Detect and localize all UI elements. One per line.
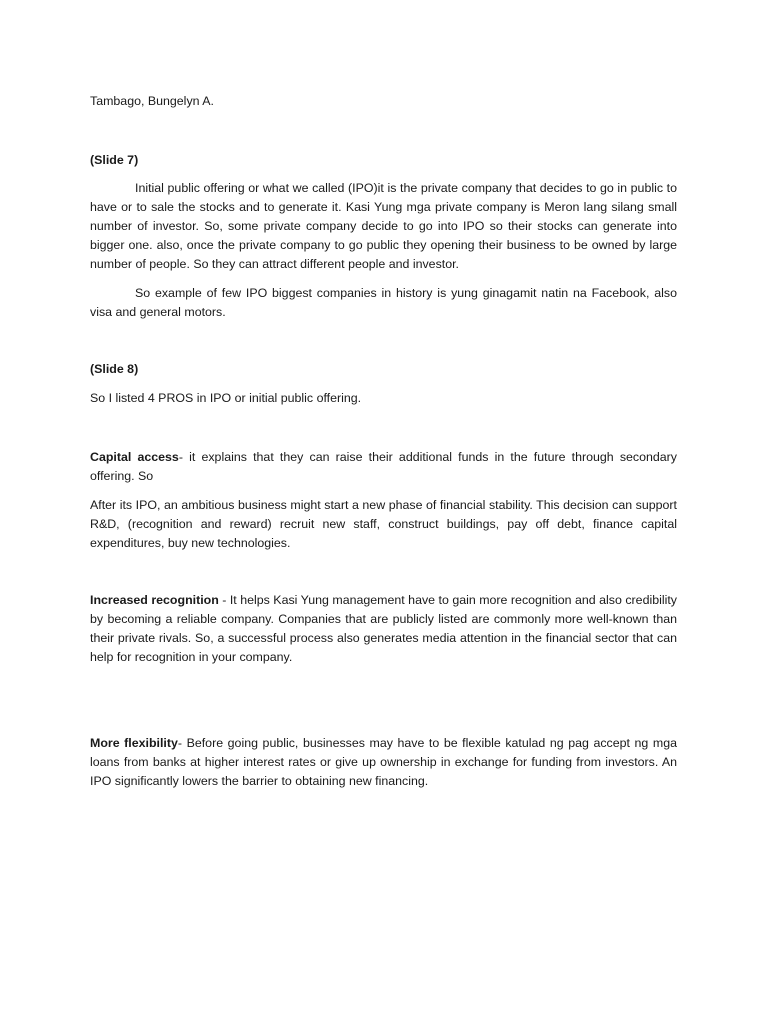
pro-increased-recognition <box>90 591 677 667</box>
slide-7-heading: (Slide 7) <box>90 153 139 167</box>
pro-text: - it explains that they can raise their additional funds in the future through secondary offering. So <box>90 450 677 483</box>
pro-more-flexibility <box>90 734 677 791</box>
slide-7-paragraph-1: Initial public offering or what we called (IPO)it is the private company that decides to go in public to have or to sale the stocks and to generate it. Kasi Yung mga private company is Meron lang silang small number of investor. So, some private company decide to go into IPO so their stocks can generate into bigger one. also, once the private company to go public they opening their business to be owned by large number of people. So they can attract different people and investor. <box>90 181 677 271</box>
slide-8-intro: So I listed 4 PROS in IPO or initial public offering. <box>90 391 362 405</box>
author-name: Tambago, Bungelyn A. <box>90 94 214 108</box>
pro-text: After its IPO, an ambitious business might start a new phase of financial stability. This decision can support R&D, (recognition and reward) recruit new staff, construct buildings, pay off debt, finance capital expenditures, buy new technologies. <box>90 498 677 550</box>
slide-7-paragraph-2: So example of few IPO biggest companies in history is yung ginagamit natin na Facebook, also visa and general motors. <box>90 286 677 319</box>
pro-term: Increased recognition <box>90 593 219 607</box>
pro-term: More flexibility <box>90 736 178 750</box>
pro-capital-access-detail <box>90 496 677 553</box>
pro-text: - Before going public, businesses may have to be flexible katulad ng pag accept ng mga loans from banks at higher interest rates or give up ownership in exchange for funding from investors. An IPO significantly lowers the barrier to obtaining new financing. <box>90 736 677 788</box>
slide-8-heading: (Slide 8) <box>90 362 139 376</box>
pro-capital-access <box>90 448 677 486</box>
pro-text: - It helps Kasi Yung management have to gain more recognition and also credibility by becoming a reliable company. Companies that are publicly listed are commonly more well-known than their private rivals. So, a successful process also generates media attention in the financial sector that can help for recognition in your company. <box>90 593 677 664</box>
pro-term: Capital access <box>90 450 179 464</box>
